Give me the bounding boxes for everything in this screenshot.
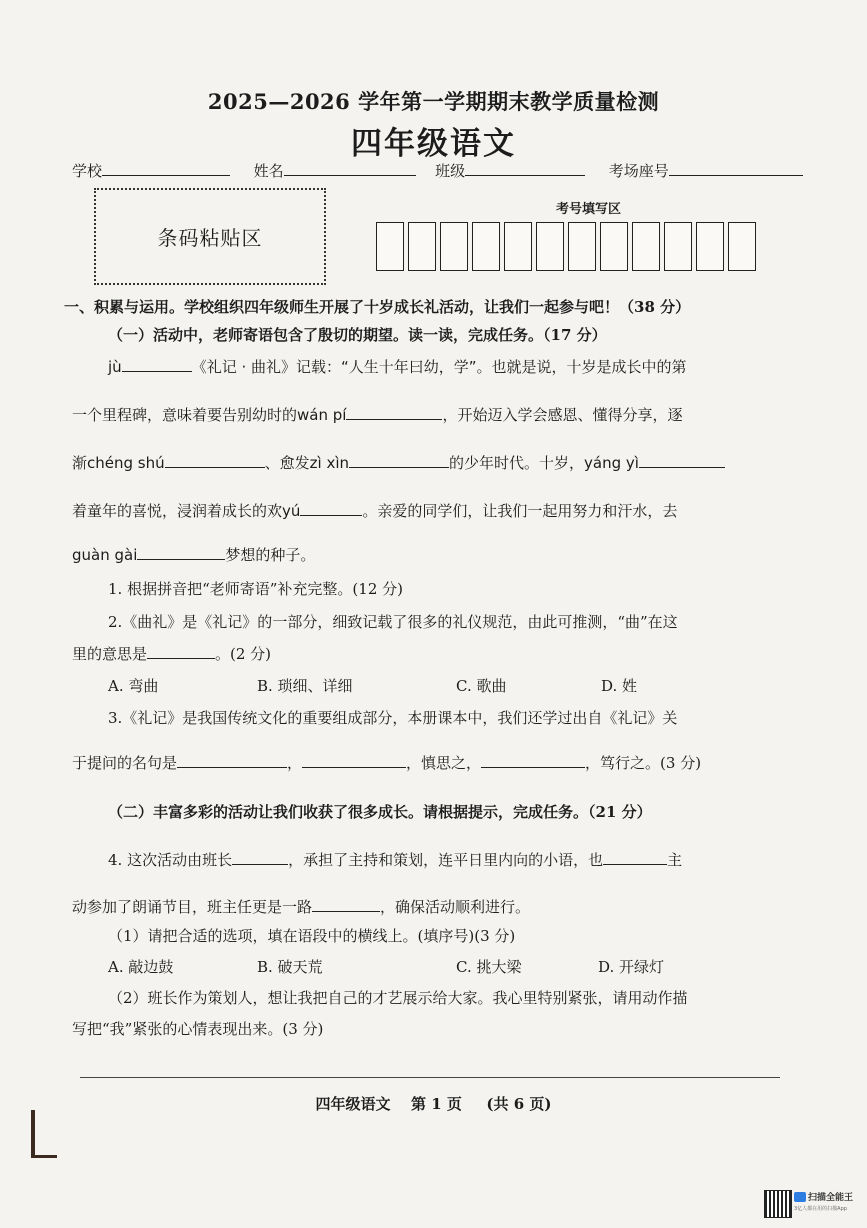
seat-label: 考场座号	[608, 162, 669, 180]
scanner-watermark	[764, 1190, 856, 1220]
name-label: 姓名	[253, 162, 284, 180]
question-1: 1. 根据拼音把“老师寄语”补充完整。(12 分)	[108, 580, 403, 598]
question-4-sub1: （1）请把合适的选项，填在语段中的横线上。(填序号)(3 分)	[108, 927, 516, 945]
question-text: 4. 这次活动由班长	[108, 851, 233, 869]
answer-blank-ju[interactable]	[122, 371, 192, 372]
question-2-line1: 2.《曲礼》是《礼记》的一部分，细致记载了很多的礼仪规范，由此可推测，“曲”在这	[108, 613, 678, 631]
question-text: ，慎思之，	[406, 754, 482, 772]
pinyin-ju: jù	[108, 358, 122, 376]
q4-option-d[interactable]: D. 开绿灯	[598, 958, 665, 976]
answer-blank-q3-2[interactable]	[302, 767, 406, 768]
exam-number-digit-box[interactable]	[440, 222, 468, 271]
exam-number-label: 考号填写区	[556, 202, 622, 217]
q4-option-a[interactable]: A. 敲边鼓	[108, 958, 174, 976]
class-label: 班级	[435, 162, 466, 180]
exam-number-digit-box[interactable]	[632, 222, 660, 271]
scan-edge-mark	[31, 1110, 35, 1158]
exam-number-boxes	[376, 222, 756, 271]
answer-blank-q2[interactable]	[147, 658, 215, 659]
q2-option-c[interactable]: C. 歌曲	[456, 677, 507, 695]
name-field[interactable]	[284, 175, 416, 176]
q4-option-c[interactable]: C. 挑大梁	[456, 958, 522, 976]
student-info-line	[72, 160, 803, 181]
pinyin-yangyi: yáng yì	[584, 454, 639, 472]
passage-line5	[72, 544, 315, 565]
question-3-line1: 3.《礼记》是我国传统文化的重要组成部分，本册课本中，我们还学过出自《礼记》关	[108, 709, 678, 727]
pinyin-zixin: zì xìn	[309, 454, 350, 472]
passage-text: 着童年的喜悦，浸润着成长的欢	[72, 502, 283, 520]
part2-heading: （二）丰富多彩的活动让我们收获了很多成长。请根据提示，完成任务。（21 分）	[108, 803, 652, 821]
pinyin-guangai: guàn gài	[72, 546, 138, 564]
exam-number-digit-box[interactable]	[568, 222, 596, 271]
question-text: ，笃行之。(3 分)	[585, 754, 702, 772]
school-label: 学校	[72, 162, 103, 180]
question-text: 动参加了朗诵节目，班主任更是一路	[72, 898, 313, 916]
scan-edge-mark	[31, 1155, 57, 1158]
part1-heading: （一）活动中，老师寄语包含了殷切的期望。读一读，完成任务。（17 分）	[108, 326, 607, 344]
question-2-line2	[72, 643, 271, 664]
barcode-label: 条码粘贴区	[157, 226, 263, 250]
passage-line2	[72, 404, 682, 425]
question-text: ，确保活动顺利进行。	[380, 898, 531, 916]
passage-line3	[72, 452, 725, 473]
answer-blank-q3-1[interactable]	[177, 767, 287, 768]
footer-page-number: 第 1 页	[411, 1095, 462, 1113]
answer-blank-chengshu[interactable]	[165, 467, 265, 468]
exam-number-digit-box[interactable]	[696, 222, 724, 271]
passage-text: 《礼记 · 曲礼》记载：“人生十年曰幼，学”。也就是说，十岁是成长中的第	[191, 358, 687, 376]
exam-title-subject: 四年级语文	[351, 126, 516, 162]
answer-blank-zixin[interactable]	[349, 467, 449, 468]
passage-text: 。亲爱的同学们，让我们一起用努力和汗水，去	[362, 502, 678, 520]
answer-blank-wanpi[interactable]	[346, 419, 442, 420]
q4-option-b[interactable]: B. 破天荒	[257, 958, 323, 976]
question-text: 主	[667, 851, 683, 869]
answer-blank-q4-3[interactable]	[312, 911, 380, 912]
answer-blank-q4-1[interactable]	[232, 864, 288, 865]
exam-number-digit-box[interactable]	[728, 222, 756, 271]
question-text: ，承担了主持和策划，连平日里内向的小语，也	[288, 851, 604, 869]
pinyin-yu: yú	[282, 502, 301, 520]
class-field[interactable]	[465, 175, 585, 176]
question-text: ，	[287, 754, 303, 772]
passage-text: 的少年时代。十岁，	[449, 454, 585, 472]
barcode-area	[94, 188, 326, 285]
passage-text: ，开始迈入学会感恩、懂得分享，逐	[442, 406, 683, 424]
answer-blank-q3-3[interactable]	[481, 767, 585, 768]
qr-code-icon	[764, 1190, 792, 1218]
pinyin-chengshu: chéng shú	[87, 454, 165, 472]
section1-heading: 一、积累与运用。学校组织四年级师生开展了十岁成长礼活动，让我们一起参与吧！（38 分）	[64, 298, 691, 316]
question-text: 于提问的名句是	[72, 754, 178, 772]
pinyin-wanpi: wán pí	[297, 406, 347, 424]
question-4-line2	[72, 896, 530, 917]
exam-number-digit-box[interactable]	[664, 222, 692, 271]
answer-blank-yangyi[interactable]	[639, 467, 725, 468]
question-3-line2	[72, 752, 701, 773]
exam-number-digit-box[interactable]	[376, 222, 404, 271]
question-4-sub2-line2: 写把“我”紧张的心情表现出来。(3 分)	[72, 1020, 324, 1038]
answer-blank-q4-2[interactable]	[603, 864, 667, 865]
passage-text: 一个里程碑，意味着要告别幼时的	[72, 406, 298, 424]
question-text: 里的意思是	[72, 645, 148, 663]
cs-logo-icon	[794, 1192, 806, 1202]
answer-blank-guangai[interactable]	[137, 559, 225, 560]
passage-text: 梦想的种子。	[225, 546, 316, 564]
question-4-sub2-line1: （2）班长作为策划人，想让我把自己的才艺展示给大家。我心里特别紧张，请用动作描	[108, 989, 688, 1007]
q2-option-d[interactable]: D. 姓	[601, 677, 638, 695]
scanner-name: 扫描全能王	[808, 1193, 854, 1203]
passage-text: 、愈发	[264, 454, 310, 472]
seat-field[interactable]	[669, 175, 803, 176]
passage-line4	[72, 500, 677, 521]
footer-subject: 四年级语文	[315, 1095, 391, 1113]
exam-title-line1: 2025—2026 学年第一学期期末教学质量检测	[207, 89, 660, 114]
footer-divider	[80, 1077, 780, 1078]
question-4-line1	[108, 849, 682, 870]
school-field[interactable]	[102, 175, 230, 176]
exam-number-digit-box[interactable]	[536, 222, 564, 271]
exam-number-digit-box[interactable]	[472, 222, 500, 271]
footer-total-pages: (共 6 页)	[486, 1095, 552, 1113]
page-footer	[0, 1093, 867, 1114]
answer-blank-yu[interactable]	[300, 515, 362, 516]
q2-option-b[interactable]: B. 琐细、详细	[257, 677, 353, 695]
q2-option-a[interactable]: A. 弯曲	[108, 677, 159, 695]
exam-number-digit-box[interactable]	[408, 222, 436, 271]
exam-number-digit-box[interactable]	[504, 222, 532, 271]
passage-line1	[108, 356, 687, 377]
question-text: 。(2 分)	[215, 645, 272, 663]
scanner-tagline: 3亿人都在用的扫描App	[794, 1206, 847, 1212]
passage-text: 渐	[72, 454, 88, 472]
exam-number-digit-box[interactable]	[600, 222, 628, 271]
